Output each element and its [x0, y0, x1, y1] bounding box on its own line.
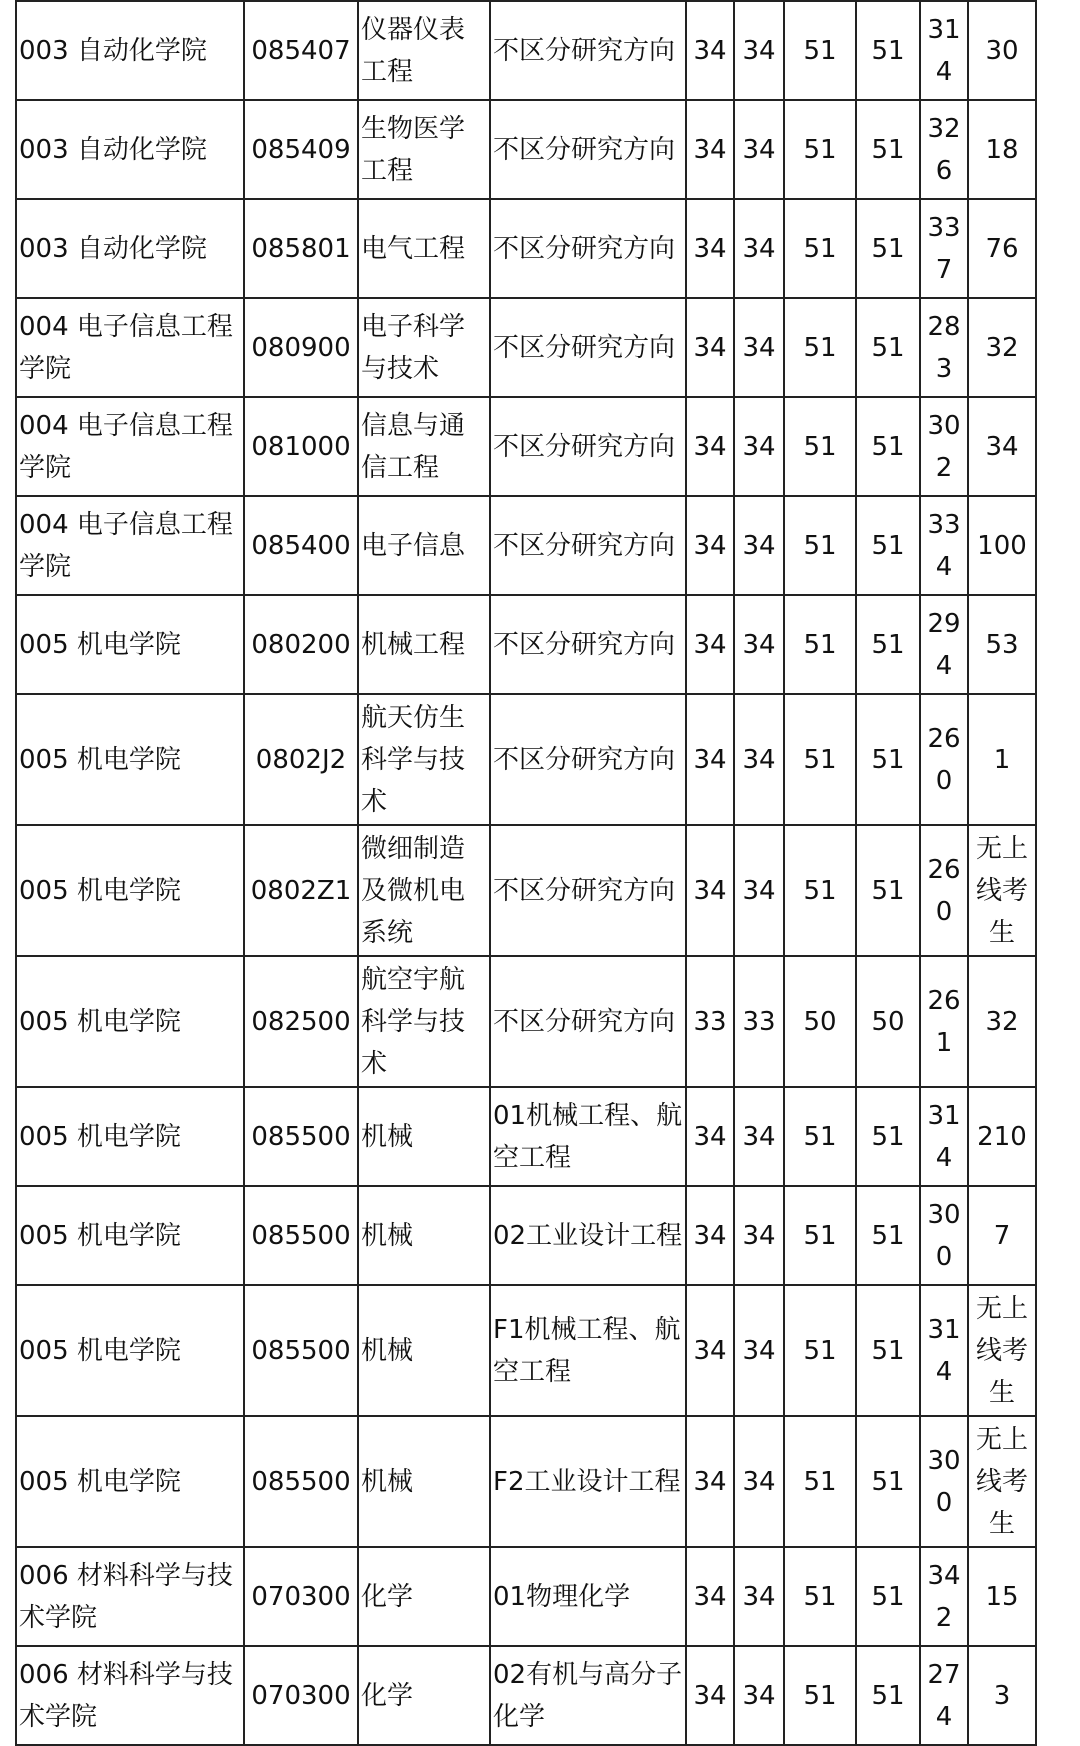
research-direction-cell: 不区分研究方向 — [490, 100, 686, 199]
score-foreign-language-cell: 34 — [734, 1547, 784, 1646]
program-code-cell: 085500 — [244, 1186, 358, 1285]
score-line-table — [15, 0, 1037, 1746]
score-subject-two-cell: 51 — [856, 1, 920, 100]
total-score-cell — [920, 1285, 968, 1416]
score-politics-cell: 34 — [686, 100, 734, 199]
score-subject-two-cell: 51 — [856, 298, 920, 397]
score-subject-one-cell: 51 — [784, 1186, 856, 1285]
major-name-cell: 机械 — [358, 1087, 490, 1186]
score-subject-two-cell: 51 — [856, 1547, 920, 1646]
table-row — [16, 694, 1036, 825]
qualified-count-cell: 32 — [968, 956, 1036, 1087]
score-subject-one-cell: 51 — [784, 694, 856, 825]
score-subject-one-cell: 51 — [784, 595, 856, 694]
total-score-text: 314 — [927, 1314, 961, 1387]
qualified-count-cell: 无上线考生 — [968, 1416, 1036, 1547]
score-foreign-language-cell: 34 — [734, 1285, 784, 1416]
table-row — [16, 397, 1036, 496]
major-name-cell: 电气工程 — [358, 199, 490, 298]
research-direction-cell: 01机械工程、航空工程 — [490, 1087, 686, 1186]
total-score-text: 300 — [927, 1445, 961, 1518]
research-direction-cell: 不区分研究方向 — [490, 298, 686, 397]
school-cell: 003 自动化学院 — [16, 100, 244, 199]
score-subject-two-cell: 51 — [856, 825, 920, 956]
program-code-cell: 0802Z1 — [244, 825, 358, 956]
program-code-cell: 085409 — [244, 100, 358, 199]
score-subject-two-cell: 51 — [856, 100, 920, 199]
major-name-cell: 航空宇航科学与技术 — [358, 956, 490, 1087]
score-politics-cell: 34 — [686, 199, 734, 298]
score-politics-cell: 34 — [686, 694, 734, 825]
program-code-cell: 085500 — [244, 1087, 358, 1186]
score-politics-cell: 34 — [686, 1186, 734, 1285]
qualified-count-cell: 15 — [968, 1547, 1036, 1646]
score-politics-cell: 34 — [686, 1087, 734, 1186]
score-foreign-language-cell: 34 — [734, 100, 784, 199]
research-direction-cell: 不区分研究方向 — [490, 956, 686, 1087]
score-subject-one-cell: 51 — [784, 1646, 856, 1745]
score-subject-two-cell: 51 — [856, 1416, 920, 1547]
score-subject-one-cell: 51 — [784, 1087, 856, 1186]
school-cell: 005 机电学院 — [16, 956, 244, 1087]
score-subject-one-cell: 51 — [784, 825, 856, 956]
score-subject-one-cell: 51 — [784, 1285, 856, 1416]
total-score-cell — [920, 694, 968, 825]
major-name-cell: 仪器仪表工程 — [358, 1, 490, 100]
score-subject-two-cell: 51 — [856, 397, 920, 496]
major-name-cell: 信息与通信工程 — [358, 397, 490, 496]
research-direction-cell: 不区分研究方向 — [490, 496, 686, 595]
program-code-cell: 085407 — [244, 1, 358, 100]
qualified-count-cell: 32 — [968, 298, 1036, 397]
total-score-text: 274 — [927, 1659, 961, 1732]
score-subject-one-cell: 51 — [784, 1, 856, 100]
research-direction-cell: 02工业设计工程 — [490, 1186, 686, 1285]
research-direction-cell: 不区分研究方向 — [490, 397, 686, 496]
score-subject-one-cell: 50 — [784, 956, 856, 1087]
qualified-count-cell: 76 — [968, 199, 1036, 298]
qualified-count-cell: 210 — [968, 1087, 1036, 1186]
score-politics-cell: 34 — [686, 825, 734, 956]
school-cell: 004 电子信息工程学院 — [16, 298, 244, 397]
score-foreign-language-cell: 34 — [734, 825, 784, 956]
score-subject-two-cell: 51 — [856, 1186, 920, 1285]
table-row — [16, 825, 1036, 956]
program-code-cell: 085500 — [244, 1285, 358, 1416]
score-foreign-language-cell: 34 — [734, 1186, 784, 1285]
score-politics-cell: 34 — [686, 298, 734, 397]
total-score-text: 314 — [927, 1100, 961, 1173]
total-score-cell — [920, 595, 968, 694]
total-score-text: 283 — [927, 311, 961, 384]
qualified-count-cell: 34 — [968, 397, 1036, 496]
major-name-cell: 机械 — [358, 1416, 490, 1547]
total-score-cell — [920, 1, 968, 100]
school-cell: 005 机电学院 — [16, 595, 244, 694]
school-cell: 006 材料科学与技术学院 — [16, 1646, 244, 1745]
research-direction-cell: 不区分研究方向 — [490, 595, 686, 694]
total-score-cell — [920, 199, 968, 298]
research-direction-cell: 不区分研究方向 — [490, 825, 686, 956]
score-subject-two-cell: 51 — [856, 496, 920, 595]
total-score-text: 261 — [927, 985, 961, 1058]
major-name-cell: 微细制造及微机电系统 — [358, 825, 490, 956]
total-score-cell — [920, 298, 968, 397]
research-direction-cell: 不区分研究方向 — [490, 199, 686, 298]
major-name-cell: 机械 — [358, 1186, 490, 1285]
score-foreign-language-cell: 34 — [734, 397, 784, 496]
score-foreign-language-cell: 33 — [734, 956, 784, 1087]
table-row — [16, 298, 1036, 397]
qualified-count-cell: 7 — [968, 1186, 1036, 1285]
score-foreign-language-cell: 34 — [734, 496, 784, 595]
program-code-cell: 080900 — [244, 298, 358, 397]
score-foreign-language-cell: 34 — [734, 199, 784, 298]
score-subject-two-cell: 51 — [856, 595, 920, 694]
major-name-cell: 电子科学与技术 — [358, 298, 490, 397]
score-subject-one-cell: 51 — [784, 199, 856, 298]
major-name-cell: 机械 — [358, 1285, 490, 1416]
program-code-cell: 080200 — [244, 595, 358, 694]
total-score-cell — [920, 1646, 968, 1745]
total-score-text: 326 — [927, 113, 961, 186]
major-name-cell: 机械工程 — [358, 595, 490, 694]
table-row — [16, 1646, 1036, 1745]
score-subject-two-cell: 51 — [856, 1285, 920, 1416]
qualified-count-cell: 3 — [968, 1646, 1036, 1745]
table-row — [16, 1087, 1036, 1186]
research-direction-cell: F2工业设计工程 — [490, 1416, 686, 1547]
score-politics-cell: 34 — [686, 397, 734, 496]
total-score-text: 342 — [927, 1560, 961, 1633]
total-score-cell — [920, 496, 968, 595]
score-subject-two-cell: 51 — [856, 199, 920, 298]
total-score-text: 260 — [927, 723, 961, 796]
score-politics-cell: 34 — [686, 1285, 734, 1416]
school-cell: 004 电子信息工程学院 — [16, 496, 244, 595]
major-name-cell: 化学 — [358, 1547, 490, 1646]
school-cell: 003 自动化学院 — [16, 199, 244, 298]
score-foreign-language-cell: 34 — [734, 694, 784, 825]
program-code-cell: 085500 — [244, 1416, 358, 1547]
score-politics-cell: 34 — [686, 595, 734, 694]
qualified-count-cell: 30 — [968, 1, 1036, 100]
major-name-cell: 航天仿生科学与技术 — [358, 694, 490, 825]
score-politics-cell: 33 — [686, 956, 734, 1087]
total-score-text: 302 — [927, 410, 961, 483]
score-subject-one-cell: 51 — [784, 496, 856, 595]
total-score-cell — [920, 100, 968, 199]
table-row — [16, 199, 1036, 298]
school-cell: 003 自动化学院 — [16, 1, 244, 100]
major-name-cell: 生物医学工程 — [358, 100, 490, 199]
research-direction-cell: 不区分研究方向 — [490, 694, 686, 825]
score-subject-two-cell: 51 — [856, 694, 920, 825]
table-row — [16, 1285, 1036, 1416]
score-subject-two-cell: 50 — [856, 956, 920, 1087]
score-politics-cell: 34 — [686, 1416, 734, 1547]
total-score-cell — [920, 1547, 968, 1646]
total-score-text: 334 — [927, 509, 961, 582]
program-code-cell: 085801 — [244, 199, 358, 298]
score-subject-one-cell: 51 — [784, 1547, 856, 1646]
score-politics-cell: 34 — [686, 1547, 734, 1646]
score-foreign-language-cell: 34 — [734, 1416, 784, 1547]
score-subject-two-cell: 51 — [856, 1087, 920, 1186]
total-score-text: 314 — [927, 14, 961, 87]
total-score-text: 300 — [927, 1199, 961, 1272]
program-code-cell: 0802J2 — [244, 694, 358, 825]
research-direction-cell: F1机械工程、航空工程 — [490, 1285, 686, 1416]
program-code-cell: 085400 — [244, 496, 358, 595]
qualified-count-cell: 无上线考生 — [968, 1285, 1036, 1416]
table-row — [16, 1, 1036, 100]
score-foreign-language-cell: 34 — [734, 1, 784, 100]
score-foreign-language-cell: 34 — [734, 1646, 784, 1745]
qualified-count-cell: 1 — [968, 694, 1036, 825]
research-direction-cell: 01物理化学 — [490, 1547, 686, 1646]
table-row — [16, 1416, 1036, 1547]
score-foreign-language-cell: 34 — [734, 298, 784, 397]
school-cell: 005 机电学院 — [16, 694, 244, 825]
school-cell: 005 机电学院 — [16, 825, 244, 956]
score-subject-one-cell: 51 — [784, 397, 856, 496]
score-subject-one-cell: 51 — [784, 298, 856, 397]
score-subject-one-cell: 51 — [784, 100, 856, 199]
total-score-text: 337 — [927, 212, 961, 285]
major-name-cell: 电子信息 — [358, 496, 490, 595]
school-cell: 005 机电学院 — [16, 1087, 244, 1186]
score-subject-one-cell: 51 — [784, 1416, 856, 1547]
total-score-text: 294 — [927, 608, 961, 681]
qualified-count-cell: 53 — [968, 595, 1036, 694]
total-score-cell — [920, 825, 968, 956]
table-row — [16, 1186, 1036, 1285]
program-code-cell: 082500 — [244, 956, 358, 1087]
table-row — [16, 956, 1036, 1087]
table-row — [16, 1547, 1036, 1646]
score-politics-cell: 34 — [686, 1646, 734, 1745]
qualified-count-cell: 100 — [968, 496, 1036, 595]
score-politics-cell: 34 — [686, 496, 734, 595]
school-cell: 005 机电学院 — [16, 1416, 244, 1547]
program-code-cell: 081000 — [244, 397, 358, 496]
school-cell: 006 材料科学与技术学院 — [16, 1547, 244, 1646]
total-score-cell — [920, 1087, 968, 1186]
major-name-cell: 化学 — [358, 1646, 490, 1745]
total-score-cell — [920, 397, 968, 496]
program-code-cell: 070300 — [244, 1646, 358, 1745]
school-cell: 005 机电学院 — [16, 1285, 244, 1416]
school-cell: 004 电子信息工程学院 — [16, 397, 244, 496]
score-politics-cell: 34 — [686, 1, 734, 100]
qualified-count-cell: 18 — [968, 100, 1036, 199]
research-direction-cell: 02有机与高分子化学 — [490, 1646, 686, 1745]
research-direction-cell: 不区分研究方向 — [490, 1, 686, 100]
total-score-cell — [920, 1416, 968, 1547]
total-score-text: 260 — [927, 854, 961, 927]
score-subject-two-cell: 51 — [856, 1646, 920, 1745]
table-row — [16, 100, 1036, 199]
score-foreign-language-cell: 34 — [734, 595, 784, 694]
school-cell: 005 机电学院 — [16, 1186, 244, 1285]
table-row — [16, 496, 1036, 595]
total-score-cell — [920, 1186, 968, 1285]
program-code-cell: 070300 — [244, 1547, 358, 1646]
score-foreign-language-cell: 34 — [734, 1087, 784, 1186]
table-row — [16, 595, 1036, 694]
qualified-count-cell: 无上线考生 — [968, 825, 1036, 956]
total-score-cell — [920, 956, 968, 1087]
